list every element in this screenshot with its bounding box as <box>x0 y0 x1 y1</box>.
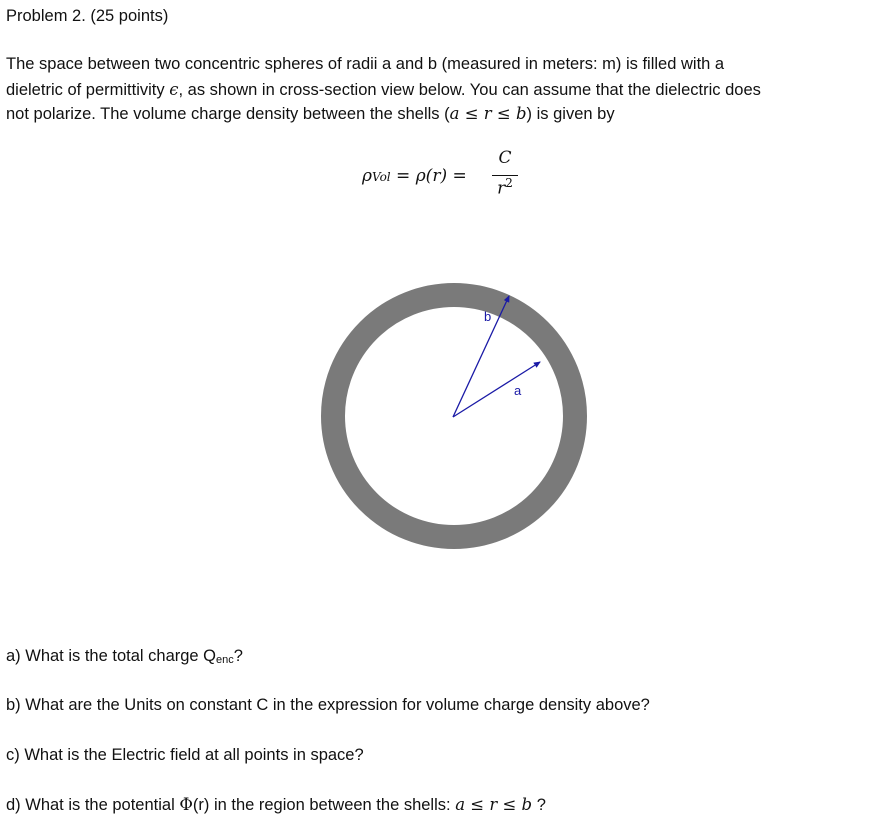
question-c: c) What is the Electric field at all points in space? <box>6 746 364 764</box>
question-a-text: a) What is the total charge Q <box>6 647 217 665</box>
problem-heading: Problem 2. (25 points) <box>6 7 169 25</box>
denominator-exponent: 2 <box>505 176 513 190</box>
rho-symbol: ρ <box>362 166 372 186</box>
question-b: b) What are the Units on constant C in the expression for volume charge density above? <box>6 696 650 714</box>
formula-numerator: C <box>498 148 512 168</box>
question-a <box>6 646 243 670</box>
denominator-base: r <box>497 178 506 199</box>
phi-symbol: Φ <box>179 795 193 814</box>
question-d <box>6 795 546 815</box>
radius-b-label: b <box>484 309 492 324</box>
question-a-subscript: enc <box>216 654 234 666</box>
question-d-range: a ≤ r ≤ b <box>455 795 533 814</box>
formula-middle: = ρ(r) = <box>390 166 467 186</box>
intro-line-3-start: not polarize. The volume charge density between the shells ( <box>6 105 450 123</box>
rho-subscript: Vol <box>372 170 391 184</box>
question-d-text-start: d) What is the potential <box>6 796 180 814</box>
question-a-end: ? <box>233 647 243 665</box>
charge-density-formula <box>362 148 532 208</box>
concentric-spheres-diagram <box>318 280 590 552</box>
intro-line-2-end: , as shown in cross-section view below. You can assume that the dielectric does <box>178 81 761 99</box>
question-d-end: ? <box>532 796 546 814</box>
intro-line-2 <box>6 80 761 100</box>
intro-line-3 <box>6 104 615 124</box>
radius-a-label: a <box>514 383 522 398</box>
intro-line-3-end: ) is given by <box>526 105 615 123</box>
range-expression: a ≤ r ≤ b <box>449 104 527 123</box>
question-d-text-middle: (r) in the region between the shells: <box>192 796 456 814</box>
formula-denominator <box>492 176 518 199</box>
formula-lhs <box>362 166 467 186</box>
intro-line-2-start: dieletric of permittivity <box>6 81 170 99</box>
intro-line-1: The space between two concentric spheres of radii a and b (measured in meters: m) is filled with a <box>6 55 725 73</box>
epsilon-symbol: ϵ <box>169 80 179 99</box>
